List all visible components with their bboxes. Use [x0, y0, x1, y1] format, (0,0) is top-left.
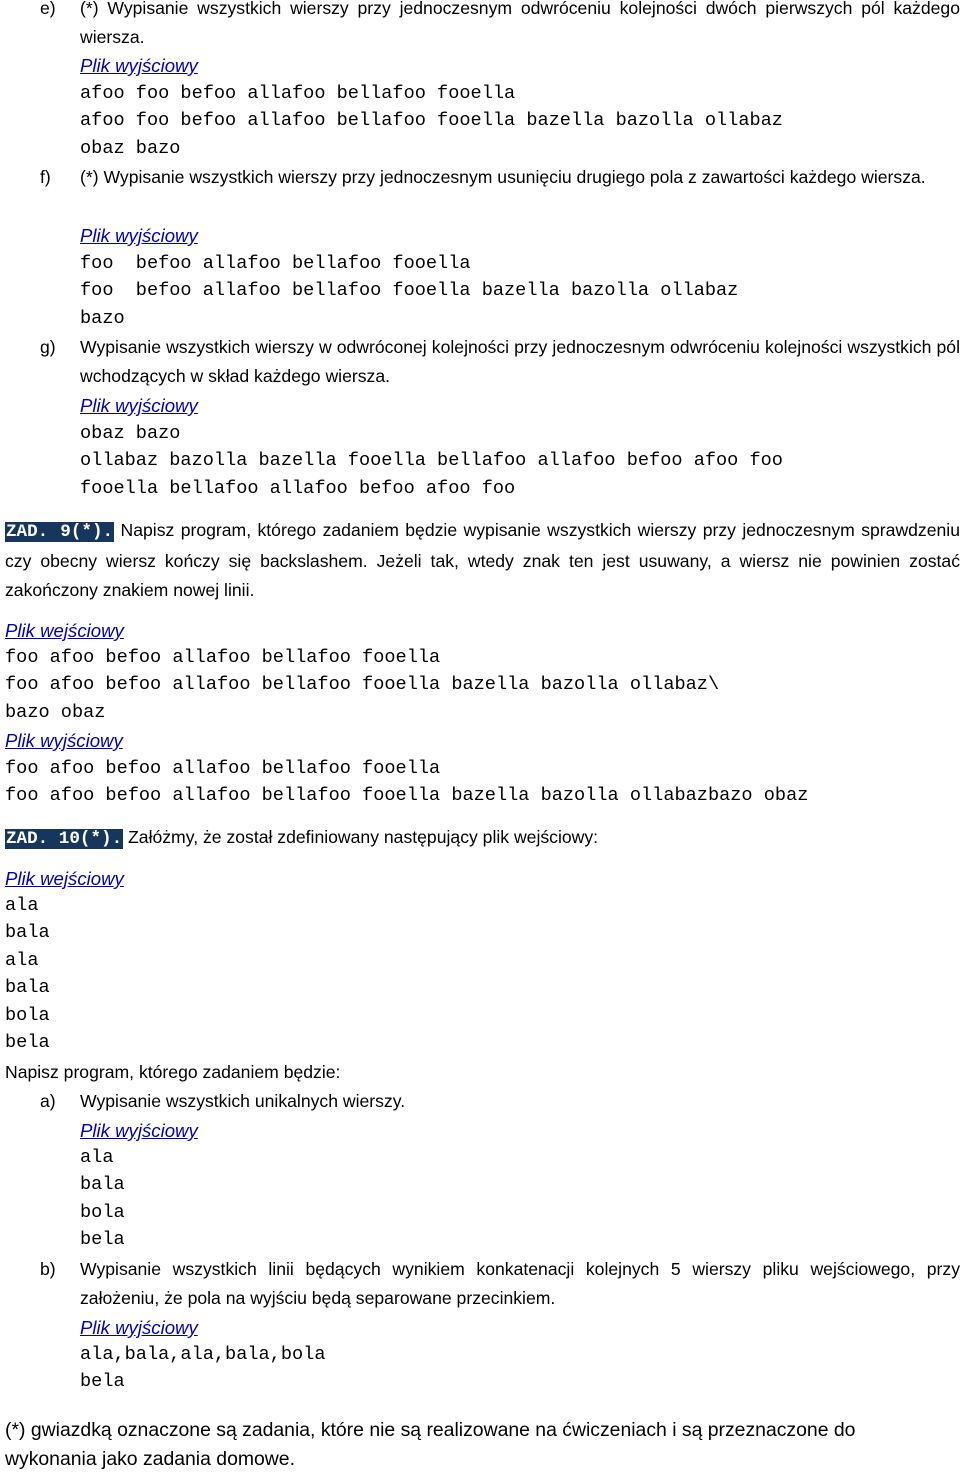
code-line: bola	[80, 1201, 125, 1223]
task-g-letter: g)	[40, 337, 56, 357]
code-line: bala	[80, 1174, 125, 1196]
task-9-input-label: Plik wejściowy	[5, 620, 124, 641]
code-line: bela	[5, 1032, 50, 1054]
code-line: ala,bala,ala,bala,bola	[80, 1344, 326, 1365]
task-10-b	[0, 1255, 960, 1313]
task-10-a-output-label: Plik wyjściowy	[80, 1120, 198, 1141]
code-line: obaz bazo	[80, 423, 181, 444]
code-line: foo afoo befoo allafoo bellafoo fooella	[5, 647, 441, 668]
code-line: foo afoo befoo allafoo bellafoo fooella	[5, 758, 441, 779]
task-e-text: (*) Wypisanie wszystkich wierszy przy jednoczesnym odwróceniu kolejności dwóch pierwszych pól każdego wiersza.	[80, 0, 960, 47]
task-10-b-output-label: Plik wyjściowy	[80, 1317, 198, 1338]
task-f-letter: f)	[40, 167, 51, 187]
code-line: bazo	[80, 307, 125, 329]
code-line: obaz bazo	[80, 137, 181, 159]
task-e	[0, 0, 960, 52]
task-9-output-label: Plik wyjściowy	[5, 730, 123, 751]
code-line: foo befoo allafoo bellafoo fooella bazella bazolla ollabaz	[80, 280, 739, 302]
task-9-output	[5, 755, 808, 810]
code-line: bazo obaz	[5, 701, 106, 723]
code-line: foo afoo befoo allafoo bellafoo fooella bazella bazolla ollabaz\	[5, 674, 720, 696]
task-9-text: Napisz program, którego zadaniem będzie wypisanie wszystkich wierszy przy jednoczesnym sprawdzeniu czy obecny wiersz kończy się backslashem. Jeżeli tak, wtedy znak ten jest usuwany, a wiersz nie powinien zostać zakończony znakiem nowej linii.	[5, 520, 960, 600]
code-line: fooella bellafoo allafoo befoo afoo foo	[80, 477, 516, 499]
code-line: afoo foo befoo allafoo bellafoo fooella bazella bazolla ollabaz	[80, 110, 783, 132]
task-10-b-text: Wypisanie wszystkich linii będących wynikiem konkatenacji kolejnych 5 wierszy pliku wejściowego, przy założeniu, że pola na wyjściu będą separowane przecinkiem.	[80, 1259, 960, 1308]
task-10-a-output	[80, 1144, 125, 1254]
task-9-tag: ZAD. 9(*).	[6, 522, 114, 542]
task-e-output	[80, 80, 783, 162]
task-10-b-output	[80, 1341, 325, 1396]
task-10-intro: Napisz program, którego zadaniem będzie:	[5, 1062, 341, 1082]
code-line: bela	[80, 1371, 125, 1393]
task-10-b-letter: b)	[40, 1259, 56, 1279]
task-g-text: Wypisanie wszystkich wierszy w odwróconej kolejności przy jednoczesnym odwróceniu kolejności wszystkich pól wchodzących w skład każdego wiersza.	[80, 337, 960, 386]
task-9-input	[5, 644, 719, 726]
code-line: foo befoo allafoo bellafoo fooella	[80, 253, 471, 274]
task-10	[5, 823, 960, 854]
task-10-a-letter: a)	[40, 1091, 56, 1111]
task-10-tag: ZAD. 10(*).	[6, 829, 123, 849]
code-line: bala	[5, 977, 50, 999]
code-line: ala	[5, 895, 39, 916]
code-line: ollabaz bazolla bazella fooella bellafoo allafoo befoo afoo foo	[80, 450, 783, 472]
code-line: foo afoo befoo allafoo bellafoo fooella bazella bazolla ollabazbazo obaz	[5, 785, 809, 807]
task-10-input	[5, 892, 50, 1056]
code-line: ala	[5, 949, 39, 971]
task-10-a	[0, 1087, 960, 1116]
task-9	[5, 516, 960, 605]
task-g-output	[80, 420, 783, 502]
task-g	[0, 333, 960, 391]
code-line: bala	[5, 922, 50, 944]
task-e-output-label: Plik wyjściowy	[80, 55, 198, 76]
task-10-text: Załóżmy, że został zdefiniowany następujący plik wejściowy:	[128, 827, 599, 847]
task-10-a-text: Wypisanie wszystkich unikalnych wierszy.	[80, 1091, 406, 1111]
code-line: afoo foo befoo allafoo bellafoo fooella	[80, 83, 516, 104]
task-f-output-label: Plik wyjściowy	[80, 225, 198, 246]
task-10-input-label: Plik wejściowy	[5, 868, 124, 889]
task-g-output-label: Plik wyjściowy	[80, 395, 198, 416]
code-line: bela	[80, 1229, 125, 1251]
code-line: ala	[80, 1147, 114, 1168]
task-f-output	[80, 250, 738, 332]
code-line: bola	[5, 1004, 50, 1026]
task-e-letter: e)	[40, 0, 56, 18]
footnote: (*) gwiazdką oznaczone są zadania, które nie są realizowane na ćwiczeniach i są przeznaczone do wykonania jako zadania domowe.	[5, 1419, 856, 1470]
task-f	[0, 163, 960, 192]
task-f-text: (*) Wypisanie wszystkich wierszy przy jednoczesnym usunięciu drugiego pola z zawartości każdego wiersza.	[80, 167, 926, 187]
